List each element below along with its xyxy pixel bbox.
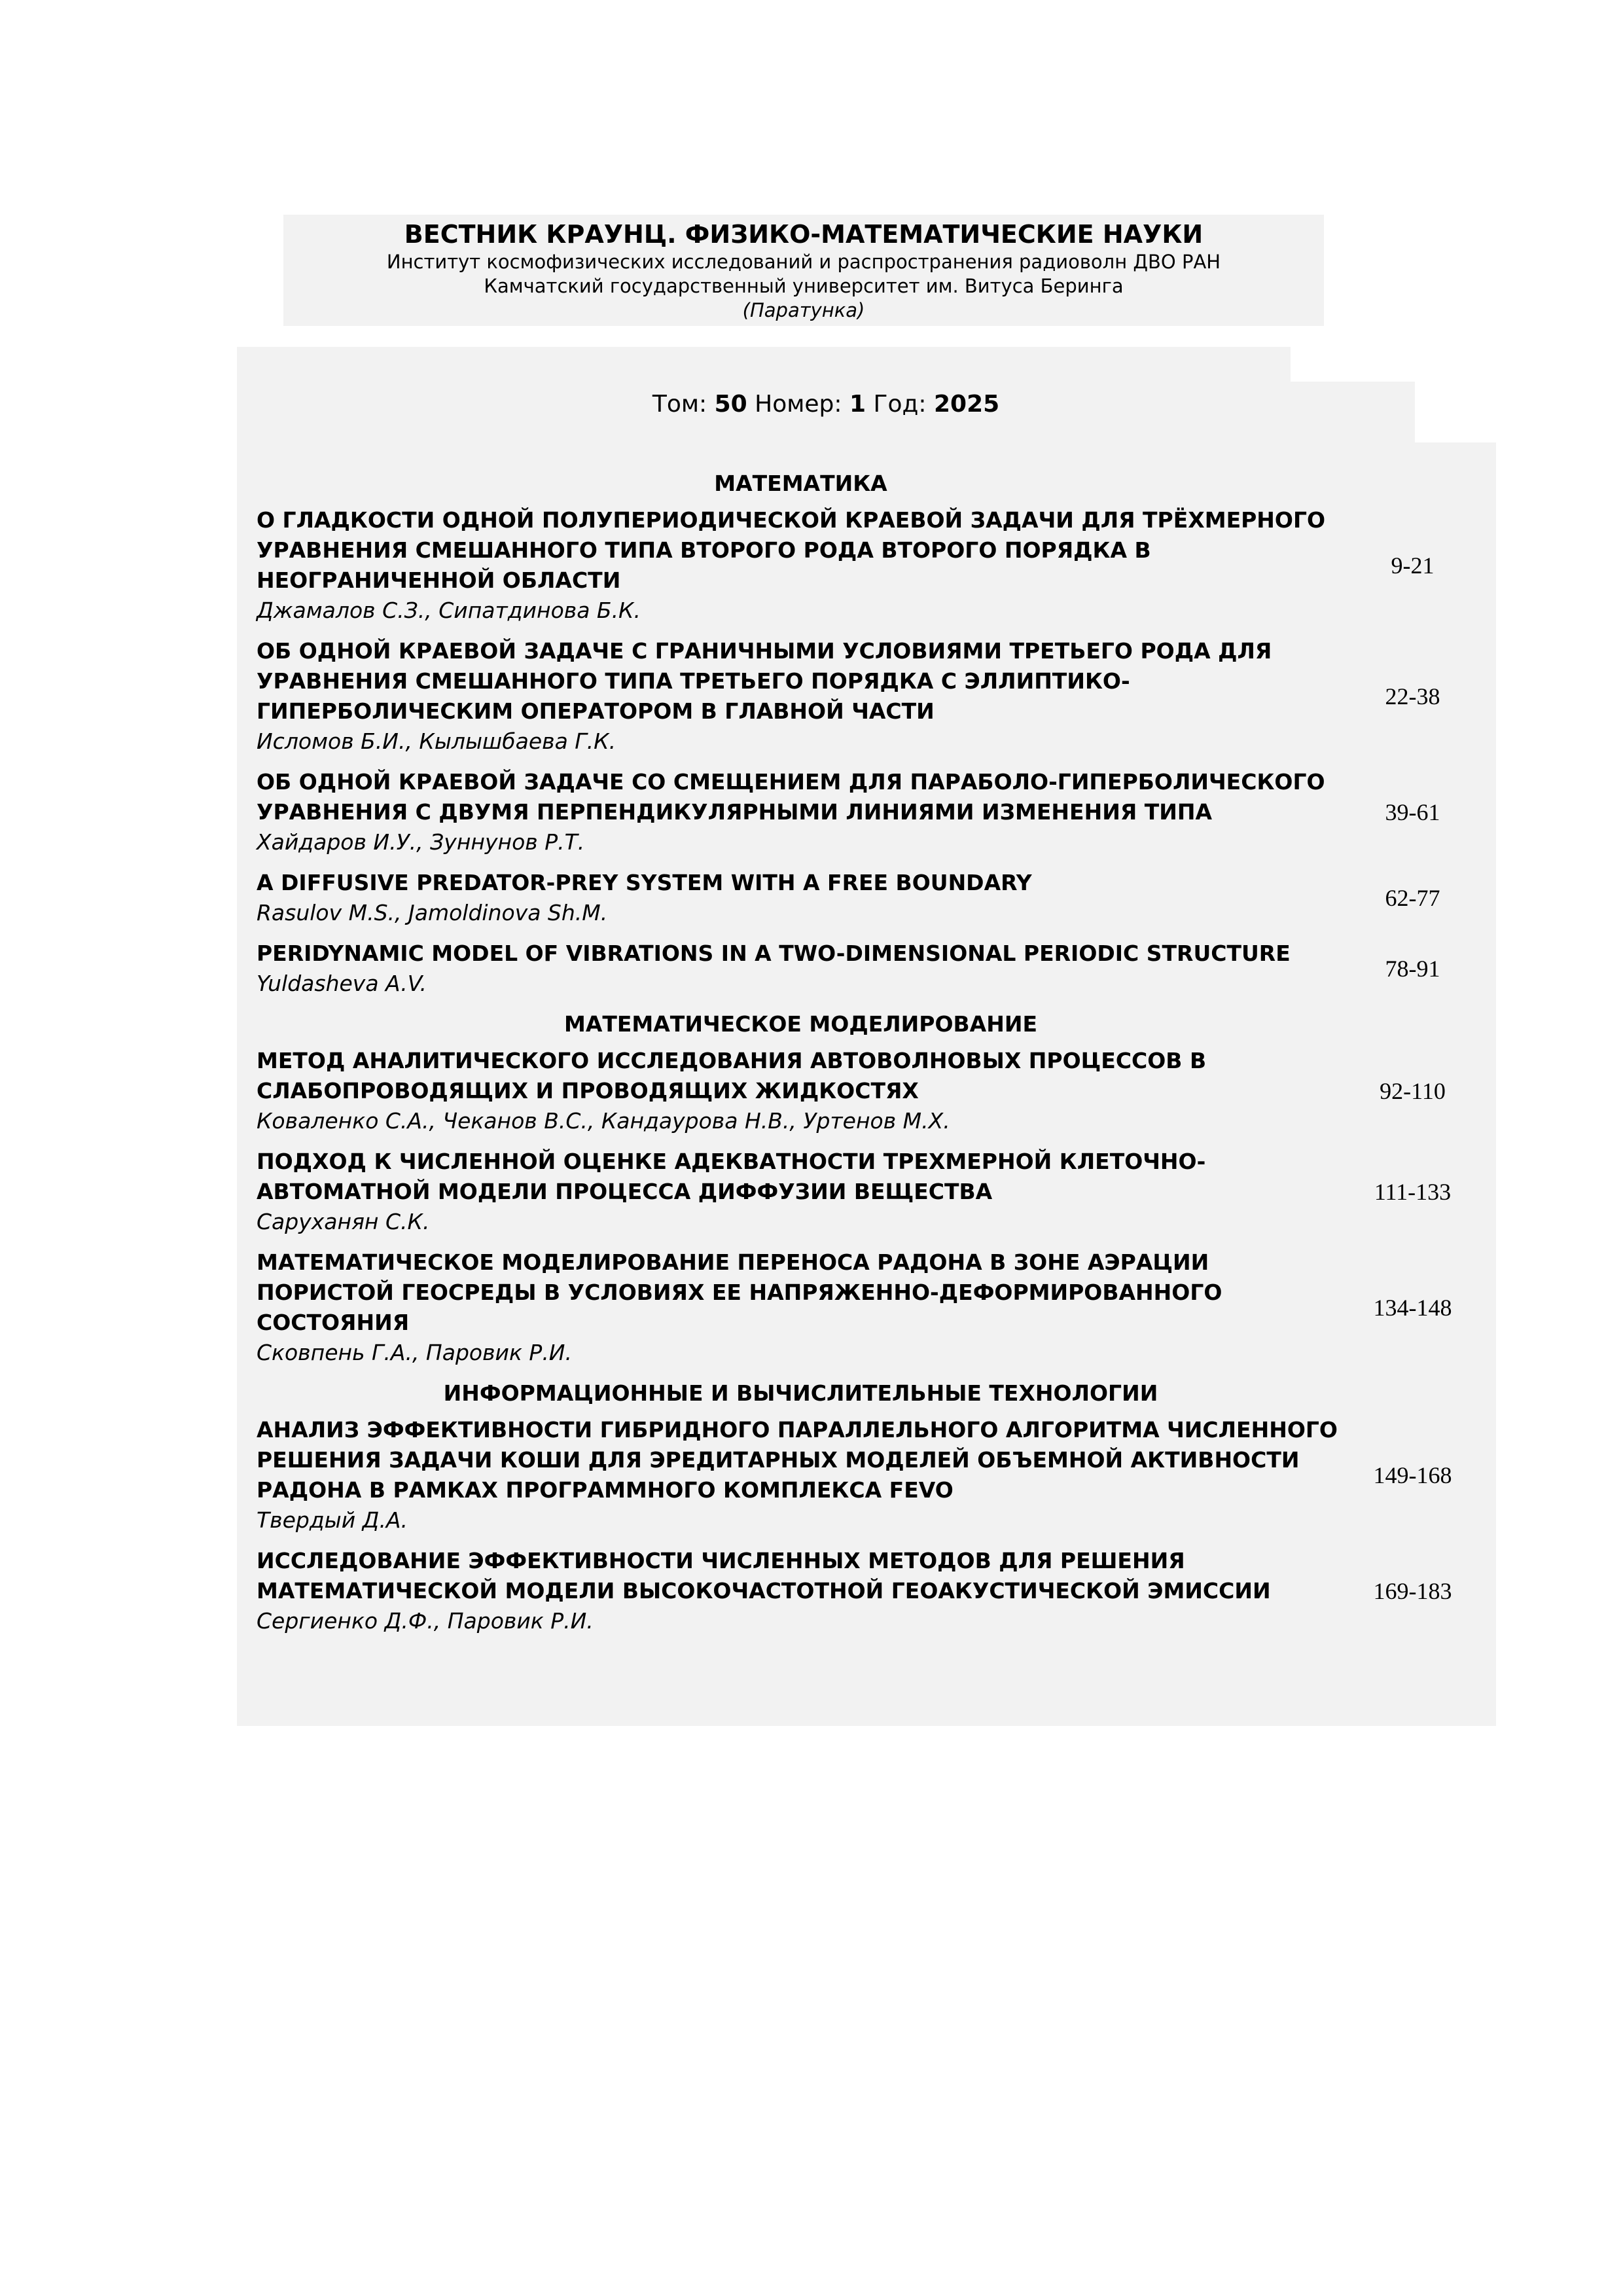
article-authors: Саруханян С.К. bbox=[257, 1209, 430, 1234]
article-text bbox=[257, 505, 1345, 626]
article-pages: 78-91 bbox=[1385, 956, 1440, 982]
toc-list bbox=[257, 469, 1480, 1647]
journal-header bbox=[283, 215, 1324, 326]
article-authors: Rasulov M.S., Jamoldinova Sh.M. bbox=[257, 900, 608, 925]
article-title[interactable]: ОБ ОДНОЙ КРАЕВОЙ ЗАДАЧЕ С ГРАНИЧНЫМИ УСЛОВИЯМИ ТРЕТЬЕГО РОДА ДЛЯ УРАВНЕНИЯ СМЕШАННОГО ТИПА ТРЕТЬЕГО ПОРЯДКА С ЭЛЛИПТИКО-ГИПЕРБОЛИЧЕСКИМ ОПЕРАТОРОМ В ГЛАВНОЙ ЧАСТИ bbox=[257, 638, 1272, 724]
institute-name: Институт космофизических исследований и распространения радиоволн ДВО РАН bbox=[386, 251, 1221, 273]
university-name: Камчатский государственный университет им. Витуса Беринга bbox=[484, 275, 1124, 297]
article-text bbox=[257, 1546, 1345, 1636]
article-text bbox=[257, 1147, 1345, 1237]
section-heading: МАТЕМАТИЧЕСКОЕ МОДЕЛИРОВАНИЕ bbox=[564, 1011, 1037, 1037]
article-title[interactable]: МАТЕМАТИЧЕСКОЕ МОДЕЛИРОВАНИЕ ПЕРЕНОСА РАДОНА В ЗОНЕ АЭРАЦИИ ПОРИСТОЙ ГЕОСРЕДЫ В УСЛОВИЯХ ЕЕ НАПРЯЖЕННО-ДЕФОРМИРОВАННОГО СОСТОЯНИЯ bbox=[257, 1249, 1222, 1335]
journal-title: ВЕСТНИК КРАУНЦ. ФИЗИКО-МАТЕМАТИЧЕСКИЕ НАУКИ bbox=[404, 220, 1204, 249]
article-text bbox=[257, 1046, 1345, 1136]
article-authors: Сковпень Г.А., Паровик Р.И. bbox=[257, 1340, 572, 1365]
article-text bbox=[257, 636, 1345, 757]
issue-info bbox=[237, 386, 1415, 423]
volume-label: Том: bbox=[652, 391, 707, 418]
article-pages: 62-77 bbox=[1385, 885, 1440, 911]
article-entry[interactable] bbox=[257, 939, 1480, 999]
article-pages: 169-183 bbox=[1373, 1578, 1452, 1604]
article-text bbox=[257, 939, 1345, 999]
article-entry[interactable] bbox=[257, 505, 1480, 626]
location: (Паратунка) bbox=[742, 299, 865, 321]
article-entry[interactable] bbox=[257, 1247, 1480, 1368]
article-entry[interactable] bbox=[257, 767, 1480, 857]
year-label: Год: bbox=[873, 391, 927, 418]
article-entry[interactable] bbox=[257, 636, 1480, 757]
year-value: 2025 bbox=[933, 391, 1000, 418]
article-pages: 22-38 bbox=[1385, 683, 1440, 709]
article-authors: Твердый Д.А. bbox=[257, 1507, 408, 1533]
article-pages: 92-110 bbox=[1380, 1078, 1446, 1104]
article-title[interactable]: ОБ ОДНОЙ КРАЕВОЙ ЗАДАЧЕ СО СМЕЩЕНИЕМ ДЛЯ ПАРАБОЛО-ГИПЕРБОЛИЧЕСКОГО УРАВНЕНИЯ С ДВУМЯ ПЕРПЕНДИКУЛЯРНЫМИ ЛИНИЯМИ ИЗМЕНЕНИЯ ТИПА bbox=[257, 769, 1325, 825]
article-authors: Джамалов С.З., Сипатдинова Б.К. bbox=[257, 598, 641, 623]
article-entry[interactable] bbox=[257, 1415, 1480, 1535]
article-title[interactable]: ИССЛЕДОВАНИЕ ЭФФЕКТИВНОСТИ ЧИСЛЕННЫХ МЕТОДОВ ДЛЯ РЕШЕНИЯ МАТЕМАТИЧЕСКОЙ МОДЕЛИ ВЫСОКОЧАСТОТНОЙ ГЕОАКУСТИЧЕСКОЙ ЭМИССИИ bbox=[257, 1548, 1271, 1604]
article-authors: Исломов Б.И., Кылышбаева Г.К. bbox=[257, 728, 616, 754]
article-pages: 111-133 bbox=[1374, 1179, 1452, 1205]
article-title[interactable]: О ГЛАДКОСТИ ОДНОЙ ПОЛУПЕРИОДИЧЕСКОЙ КРАЕВОЙ ЗАДАЧИ ДЛЯ ТРЁХМЕРНОГО УРАВНЕНИЯ СМЕШАННОГО ТИПА ВТОРОГО РОДА ВТОРОГО ПОРЯДКА В НЕОГРАНИЧЕННОЙ ОБЛАСТИ bbox=[257, 507, 1326, 593]
volume-value: 50 bbox=[714, 391, 747, 418]
article-text bbox=[257, 1415, 1345, 1535]
article-title[interactable]: ПОДХОД К ЧИСЛЕННОЙ ОЦЕНКЕ АДЕКВАТНОСТИ ТРЕХМЕРНОЙ КЛЕТОЧНО-АВТОМАТНОЙ МОДЕЛИ ПРОЦЕССА ДИФФУЗИИ ВЕЩЕСТВА bbox=[257, 1149, 1206, 1204]
section-heading: ИНФОРМАЦИОННЫЕ И ВЫЧИСЛИТЕЛЬНЫЕ ТЕХНОЛОГИИ bbox=[443, 1380, 1158, 1406]
number-label: Номер: bbox=[755, 391, 842, 418]
article-pages: 134-148 bbox=[1373, 1295, 1452, 1321]
article-pages: 149-168 bbox=[1373, 1462, 1452, 1488]
article-authors: Хайдаров И.У., Зуннунов Р.Т. bbox=[257, 829, 585, 855]
article-title[interactable]: МЕТОД АНАЛИТИЧЕСКОГО ИССЛЕДОВАНИЯ АВТОВОЛНОВЫХ ПРОЦЕССОВ В СЛАБОПРОВОДЯЩИХ И ПРОВОДЯЩИХ ЖИДКОСТЯХ bbox=[257, 1048, 1207, 1103]
article-title[interactable]: АНАЛИЗ ЭФФЕКТИВНОСТИ ГИБРИДНОГО ПАРАЛЛЕЛЬНОГО АЛГОРИТМА ЧИСЛЕННОГО РЕШЕНИЯ ЗАДАЧИ КОШИ ДЛЯ ЭРЕДИТАРНЫХ МОДЕЛЕЙ ОБЪЕМНОЙ АКТИВНОСТИ РАДОНА В РАМКАХ ПРОГРАММНОГО КОМПЛЕКСА FEVO bbox=[257, 1417, 1338, 1503]
article-authors: Сергиенко Д.Ф., Паровик Р.И. bbox=[257, 1608, 594, 1634]
article-text bbox=[257, 1247, 1345, 1368]
article-text bbox=[257, 868, 1345, 928]
article-authors: Yuldasheva A.V. bbox=[257, 971, 427, 996]
table-of-contents bbox=[237, 442, 1496, 1726]
article-pages: 39-61 bbox=[1385, 799, 1440, 825]
number-value: 1 bbox=[849, 391, 866, 418]
article-authors: Коваленко С.А., Чеканов В.С., Кандаурова Н.В., Уртенов М.Х. bbox=[257, 1108, 950, 1134]
section-heading: МАТЕМАТИКА bbox=[714, 471, 887, 496]
article-pages: 9-21 bbox=[1391, 552, 1435, 579]
article-title[interactable]: A DIFFUSIVE PREDATOR-PREY SYSTEM WITH A FREE BOUNDARY bbox=[257, 870, 1032, 895]
article-entry[interactable] bbox=[257, 1147, 1480, 1237]
article-entry[interactable] bbox=[257, 868, 1480, 928]
article-text bbox=[257, 767, 1345, 857]
article-entry[interactable] bbox=[257, 1546, 1480, 1636]
article-title[interactable]: PERIDYNAMIC MODEL OF VIBRATIONS IN A TWO-DIMENSIONAL PERIODIC STRUCTURE bbox=[257, 941, 1291, 966]
article-entry[interactable] bbox=[257, 1046, 1480, 1136]
